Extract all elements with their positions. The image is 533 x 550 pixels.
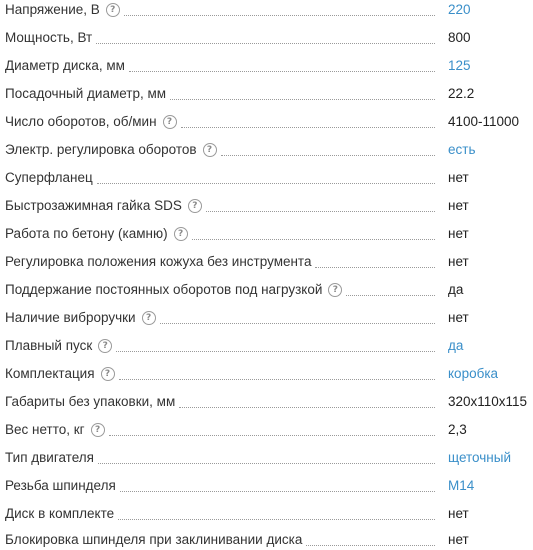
question-circle-icon[interactable]: ? xyxy=(106,3,120,17)
spec-value: нет xyxy=(448,254,469,269)
dotted-leader xyxy=(160,323,435,324)
spec-value: 22.2 xyxy=(448,86,475,101)
spec-row-anti-vibration xyxy=(0,308,533,328)
spec-row-soft-start xyxy=(0,336,533,356)
spec-value-link[interactable]: 220 xyxy=(448,2,471,17)
dotted-leader xyxy=(170,99,435,100)
spec-row-spindle-lock xyxy=(0,530,533,550)
spec-row-guard-adjust xyxy=(0,252,533,272)
dotted-leader xyxy=(315,267,435,268)
spec-name: Быстрозажимная гайка SDS xyxy=(5,198,182,213)
dotted-leader xyxy=(221,155,435,156)
spec-name: Вес нетто, кг xyxy=(5,422,85,437)
spec-name: Посадочный диаметр, мм xyxy=(5,86,167,101)
dotted-leader xyxy=(179,407,435,408)
spec-name: Регулировка положения кожуха без инструмента xyxy=(5,254,312,269)
spec-row-superflange xyxy=(0,168,533,188)
spec-value-link[interactable]: да xyxy=(448,338,464,353)
dotted-leader xyxy=(346,295,435,296)
question-circle-icon[interactable]: ? xyxy=(203,143,217,157)
spec-row-weight xyxy=(0,420,533,440)
spec-row-spindle-thread xyxy=(0,476,533,496)
spec-value-link[interactable]: есть xyxy=(448,142,476,157)
spec-value-link[interactable]: M14 xyxy=(448,478,475,493)
spec-name: Суперфланец xyxy=(5,170,93,185)
spec-name: Комплектация xyxy=(5,366,95,381)
dotted-leader xyxy=(120,491,435,492)
dotted-leader xyxy=(109,435,435,436)
dotted-leader xyxy=(206,211,435,212)
spec-row-disc-diameter xyxy=(0,56,533,76)
dotted-leader xyxy=(124,15,435,16)
spec-row-voltage xyxy=(0,0,533,20)
dotted-leader xyxy=(306,545,435,546)
spec-value: да xyxy=(448,282,464,297)
spec-row-constant-rpm xyxy=(0,280,533,300)
spec-row-package xyxy=(0,364,533,384)
spec-name: Диск в комплекте xyxy=(5,506,115,521)
dotted-leader xyxy=(192,239,435,240)
spec-name: Работа по бетону (камню) xyxy=(5,226,168,241)
spec-row-power xyxy=(0,28,533,48)
spec-row-dimensions xyxy=(0,392,533,412)
question-circle-icon[interactable]: ? xyxy=(101,367,115,381)
spec-value: нет xyxy=(448,506,469,521)
spec-name: Электр. регулировка оборотов xyxy=(5,142,197,157)
spec-row-bore-diameter xyxy=(0,84,533,104)
dotted-leader xyxy=(97,183,435,184)
question-circle-icon[interactable]: ? xyxy=(174,227,188,241)
spec-name: Резьба шпинделя xyxy=(5,478,116,493)
spec-name: Поддержание постоянных оборотов под нагрузкой xyxy=(5,282,323,297)
spec-value: 2,3 xyxy=(448,422,467,437)
dotted-leader xyxy=(96,43,435,44)
spec-value: нет xyxy=(448,226,469,241)
dotted-leader xyxy=(129,71,435,72)
spec-row-disc-included xyxy=(0,504,533,524)
spec-value: нет xyxy=(448,532,469,547)
spec-row-motor-type xyxy=(0,448,533,468)
spec-value: 4100-11000 xyxy=(448,114,520,129)
question-circle-icon[interactable]: ? xyxy=(188,199,202,213)
spec-name: Напряжение, В xyxy=(5,2,100,17)
spec-row-speed-control xyxy=(0,140,533,160)
spec-name: Плавный пуск xyxy=(5,338,93,353)
question-circle-icon[interactable]: ? xyxy=(142,311,156,325)
spec-value: нет xyxy=(448,310,469,325)
spec-value-link[interactable]: 125 xyxy=(448,58,471,73)
spec-value: 320x110x115 xyxy=(448,394,528,409)
question-circle-icon[interactable]: ? xyxy=(98,339,112,353)
spec-name: Тип двигателя xyxy=(5,450,94,465)
spec-row-sds-nut xyxy=(0,196,533,216)
dotted-leader xyxy=(116,351,435,352)
question-circle-icon[interactable]: ? xyxy=(328,283,342,297)
dotted-leader xyxy=(119,379,435,380)
spec-value-link[interactable]: коробка xyxy=(448,366,499,381)
spec-row-rpm xyxy=(0,112,533,132)
spec-value-link[interactable]: щеточный xyxy=(448,450,511,465)
dotted-leader xyxy=(118,519,435,520)
spec-row-concrete xyxy=(0,224,533,244)
spec-name: Мощность, Вт xyxy=(5,30,93,45)
dotted-leader xyxy=(98,463,435,464)
spec-value: нет xyxy=(448,170,469,185)
question-circle-icon[interactable]: ? xyxy=(91,423,105,437)
spec-value: 800 xyxy=(448,30,471,45)
spec-value: нет xyxy=(448,198,469,213)
spec-name: Число оборотов, об/мин xyxy=(5,114,157,129)
question-circle-icon[interactable]: ? xyxy=(163,115,177,129)
dotted-leader xyxy=(181,127,435,128)
spec-name: Диаметр диска, мм xyxy=(5,58,125,73)
spec-name: Габариты без упаковки, мм xyxy=(5,394,176,409)
spec-name: Блокировка шпинделя при заклинивании диска xyxy=(5,532,303,547)
spec-name: Наличие виброручки xyxy=(5,310,136,325)
